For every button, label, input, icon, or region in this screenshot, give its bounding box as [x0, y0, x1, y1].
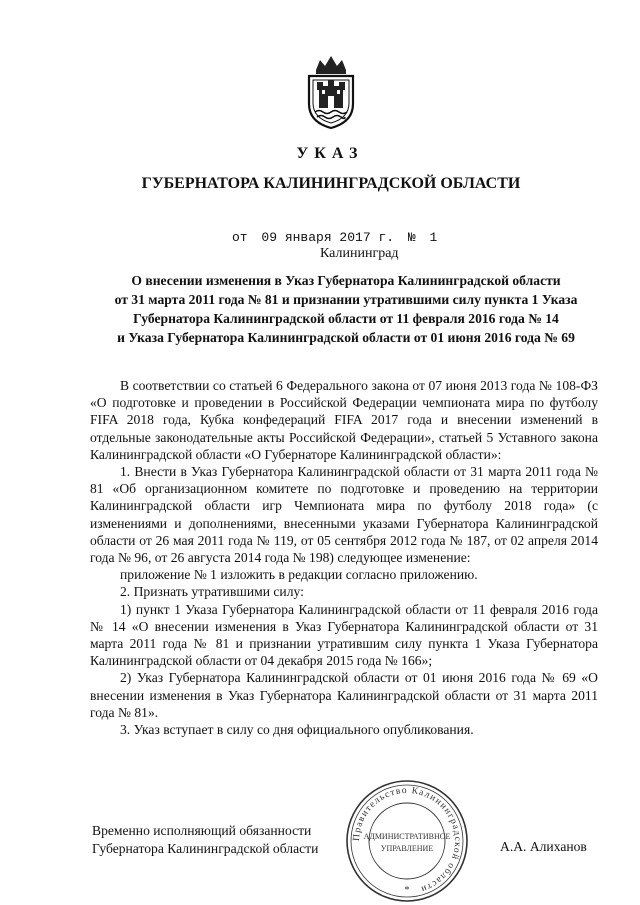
- decree-date: 09 января 2017 г.: [261, 230, 395, 245]
- number-label: №: [407, 230, 416, 245]
- subject-line: от 31 марта 2011 года № 81 и признании утратившими силу пункта 1 Указа: [114, 292, 578, 307]
- decree-body: [90, 377, 598, 738]
- signer-position-line: Временно исполняющий обязанности: [92, 823, 312, 838]
- item-1: 1. Внести в Указ Губернатора Калининградской области от 31 марта 2011 года № 81 «Об организационном комитете по подготовке и проведению на территории Калининградской области игр Чемпионата мира по футболу 2018 года» (с изменениями и дополнениями, внесенными указами Губернатора Калининградской области от 26 мая 2011 года № 119, от 05 сентября 2012 года № 187, от 02 апреля 2014 года № 96, от 26 августа 2014 года № 198) следующее изменение:: [90, 464, 598, 566]
- signer-name: А.А. Алиханов: [500, 839, 587, 854]
- decree-subject: [92, 271, 600, 347]
- item-3: 3. Указ вступает в силу со дня официального опубликования.: [120, 722, 474, 738]
- svg-text:*: *: [404, 885, 410, 896]
- official-seal-icon: [342, 777, 472, 905]
- seal-center-line2: УПРАВЛЕНИЕ: [380, 844, 434, 853]
- seal-center-line1: АДМИНИСТРАТИВНОЕ: [363, 832, 451, 841]
- doc-type-title: УКАЗ: [296, 145, 364, 162]
- date-prefix: от: [232, 230, 248, 245]
- dateline: [232, 230, 443, 245]
- coat-of-arms-icon: [300, 52, 362, 130]
- preamble-paragraph: В соответствии со статьей 6 Федерального закона от 07 июня 2013 года № 108-ФЗ «О подготовке и проведении в Российской Федерации чемпионата мира по футболу FIFA 2018 года, Кубка конфедераций FIFA 2017 года и внесении изменений в отдельные законодательные акты Российской Федерации», статьей 5 Уставного закона Калининградской области «О Губернаторе Калининградской области»:: [90, 378, 598, 462]
- item-2: 2. Признать утратившими силу:: [120, 584, 304, 600]
- subject-line: и Указа Губернатора Калининградской области от 01 июня 2016 года № 69: [117, 330, 575, 345]
- seal-ring-text: Правительство Калининградской области: [351, 785, 463, 895]
- subject-line: Губернатора Калининградской области от 11 февраля 2016 года № 14: [133, 311, 559, 326]
- decree-number: 1: [429, 230, 438, 245]
- issuer-title: ГУБЕРНАТОРА КАЛИНИНГРАДСКОЙ ОБЛАСТИ: [141, 175, 521, 192]
- item-1-sub: приложение № 1 изложить в редакции согласно приложению.: [120, 567, 478, 583]
- item-2-2: 2) Указ Губернатора Калининградской области от 01 июня 2016 года № 69 «О внесении изменения в Указ Губернатора Калининградской области от 31 марта 2011 года № 81».: [90, 670, 598, 720]
- signer-position: [92, 822, 318, 857]
- signer-position-line: Губернатора Калининградской области: [92, 840, 319, 856]
- item-2-1: 1) пункт 1 Указа Губернатора Калининградской области от 11 февраля 2016 года № 14 «О внесении изменения в Указ Губернатора Калининградской области от 31 марта 2011 года № 81 и признании утратившим силу пункта 1 Указа Губернатора Калининградской области от 04 декабря 2015 года № 166»;: [90, 601, 598, 669]
- city: Калининград: [320, 246, 399, 261]
- subject-line: О внесении изменения в Указ Губернатора Калининградской области: [131, 273, 561, 288]
